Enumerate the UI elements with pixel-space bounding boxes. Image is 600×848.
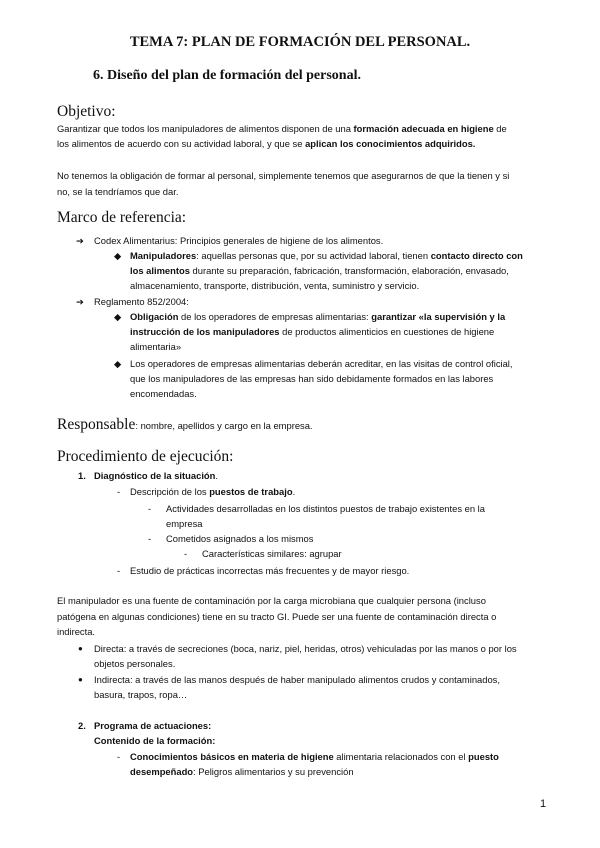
bullet-icon: ● [78,675,83,684]
page-number: 1 [540,798,547,810]
manipulador-line-2: patógena en algunas condiciones) tiene en su tracto GI. Puede ser una fuente de contaminación directa o [57,611,497,622]
marco-heading: Marco de referencia: [57,209,187,226]
objetivo-line-1: Garantizar que todos los manipuladores de alimentos disponen de una formación adecuada en higiene de [57,123,507,134]
caracteristicas-line: Características similares: agrupar [202,548,342,559]
acreditar-line-3: encomendadas. [130,388,197,399]
descripcion-line: Descripción de los puestos de trabajo. [130,486,296,497]
bullet-icon: ● [78,644,83,653]
manipuladores-line-2: los alimentos durante su preparación, fabricación, transformación, elaboración, envasado, [130,265,509,276]
arrow-icon: ➔ [76,296,84,307]
reglamento-line: Reglamento 852/2004: [94,296,189,307]
indirecta-line-2: basura, trapos, ropa… [94,689,188,700]
indirecta-line-1: Indirecta: a través de las manos después de haber manipulado alimentos crudos y contaminados, [94,674,500,685]
diagnostico-line: Diagnóstico de la situación. [94,470,218,481]
objetivo-note-line-1: No tenemos la obligación de formar al personal, simplemente tenemos que asegurarnos de que la tienen y si [57,170,510,181]
dash-icon: - [148,503,152,514]
actividades-line-2: empresa [166,518,203,529]
dash-icon: - [148,533,152,544]
dash-icon: - [117,486,121,497]
manipuladores-line-3: almacenamiento, transporte, distribución, venta, suministro y servicio. [130,280,420,291]
conocimientos-line-2: desempeñado: Peligros alimentarios y su prevención [130,766,354,777]
cometidos-line: Cometidos asignados a los mismos [166,533,314,544]
objetivo-heading: Objetivo: [57,103,116,120]
diamond-icon: ◆ [114,250,122,261]
dash-icon: - [117,751,121,762]
obligacion-line-2: instrucción de los manipuladores de productos alimenticios en cuestiones de higiene [130,326,495,337]
obligacion-line-1: Obligación de los operadores de empresas alimentarias: garantizar «la supervisión y la [130,311,506,322]
contenido-line: Contenido de la formación: [94,735,216,746]
section-subtitle: 6. Diseño del plan de formación del personal. [93,68,361,83]
programa-line: Programa de actuaciones: [94,720,212,731]
objetivo-note-line-2: no, se la tendríamos que dar. [57,186,179,197]
page-title: TEMA 7: PLAN DE FORMACIÓN DEL PERSONAL. [129,34,471,50]
directa-line-1: Directa: a través de secreciones (boca, nariz, piel, heridas, otros) vehiculadas por las manos o por los [94,643,517,654]
dash-icon: - [184,548,188,559]
manipulador-line-3: indirecta. [57,626,96,637]
dash-icon: - [117,565,121,576]
acreditar-line-1: Los operadores de empresas alimentarias deberán acreditar, en las visitas de control oficial, [130,358,513,369]
procedimiento-heading: Procedimiento de ejecución: [57,448,234,465]
item-number-2: 2. [78,720,86,731]
objetivo-line-2: los alimentos de acuerdo con su actividad laboral, y que se aplican los conocimientos adquiridos. [57,138,476,149]
directa-line-2: objetos personales. [94,658,176,669]
actividades-line-1: Actividades desarrolladas en los distintos puestos de trabajo existentes en la [166,503,485,514]
manipulador-line-1: El manipulador es una fuente de contaminación por la carga microbiana que cualquier persona (incluso [57,595,486,606]
arrow-icon: ➔ [76,235,84,246]
estudio-line: Estudio de prácticas incorrectas más frecuentes y de mayor riesgo. [130,565,410,576]
responsable-line: Responsable: nombre, apellidos y cargo en la empresa. [57,416,313,433]
manipuladores-line-1: Manipuladores: aquellas personas que, por su actividad laboral, tienen contacto directo con [130,250,523,261]
diamond-icon: ◆ [114,358,122,369]
diamond-icon: ◆ [114,311,122,322]
conocimientos-line-1: Conocimientos básicos en materia de higiene alimentaria relacionados con el puesto [130,751,499,762]
obligacion-line-3: alimentaria» [130,341,182,352]
acreditar-line-2: que los manipuladores de las empresas han sido debidamente formados en las labores [130,373,494,384]
codex-line: Codex Alimentarius: Principios generales de higiene de los alimentos. [94,235,384,246]
item-number-1: 1. [78,470,86,481]
